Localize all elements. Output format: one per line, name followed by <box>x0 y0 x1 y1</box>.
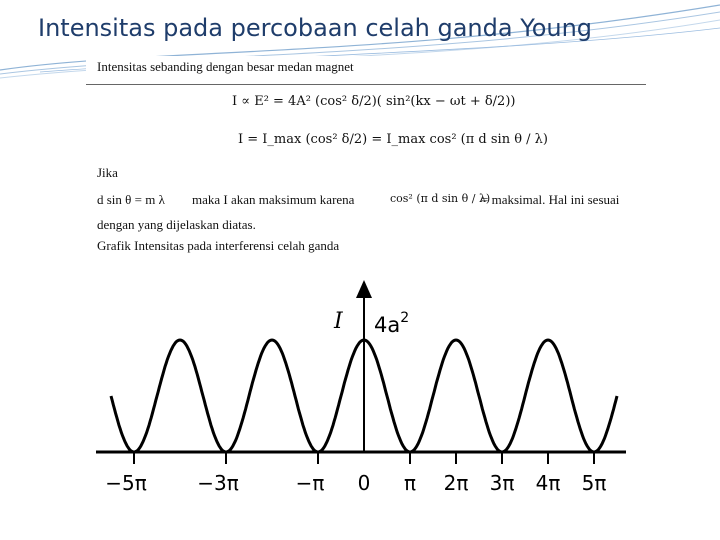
text-jika: Jika <box>97 165 118 180</box>
text-line-graph: Grafik Intensitas pada interferensi celah ganda <box>97 238 340 253</box>
tick-label: 2π <box>443 471 469 495</box>
intensity-graph <box>86 268 642 512</box>
peak-label: $4a^2$ <box>374 310 410 337</box>
text-line-top: Intensitas sebanding dengan besar medan magnet <box>97 59 354 74</box>
tick-label: 5π <box>581 471 607 495</box>
slide-title: Intensitas pada percobaan celah ganda Young <box>38 14 593 42</box>
tick-label: −5π <box>105 471 147 495</box>
tick-label: −3π <box>197 471 239 495</box>
tick-label: 0 <box>357 471 371 495</box>
y-axis-arrow <box>356 280 372 298</box>
tick-marks <box>134 452 594 464</box>
text-line-next: dengan yang dijelaskan diatas. <box>97 217 256 232</box>
y-axis-label: I <box>334 309 343 334</box>
equation-2: I = I_max (cos² δ/2) = I_max cos² (π d sin θ / λ) <box>238 132 548 147</box>
text-condition-left: d sin θ = m λ <box>97 192 165 207</box>
text-condition-expression: cos² (π d sin θ / λ) <box>390 192 491 205</box>
divider <box>86 84 646 85</box>
tick-label: −π <box>295 471 325 495</box>
equation-1: I ∝ E² = 4A² (cos² δ/2)( sin²(kx − ωt + δ/2)) <box>232 94 516 109</box>
tick-label: 4π <box>535 471 561 495</box>
text-condition-right: = maksimal. Hal ini sesuai <box>481 192 620 207</box>
tick-label: 3π <box>489 471 515 495</box>
tick-label: π <box>403 471 417 495</box>
text-condition-mid: maka I akan maksimum karena <box>192 192 355 207</box>
tick-labels <box>105 471 606 495</box>
